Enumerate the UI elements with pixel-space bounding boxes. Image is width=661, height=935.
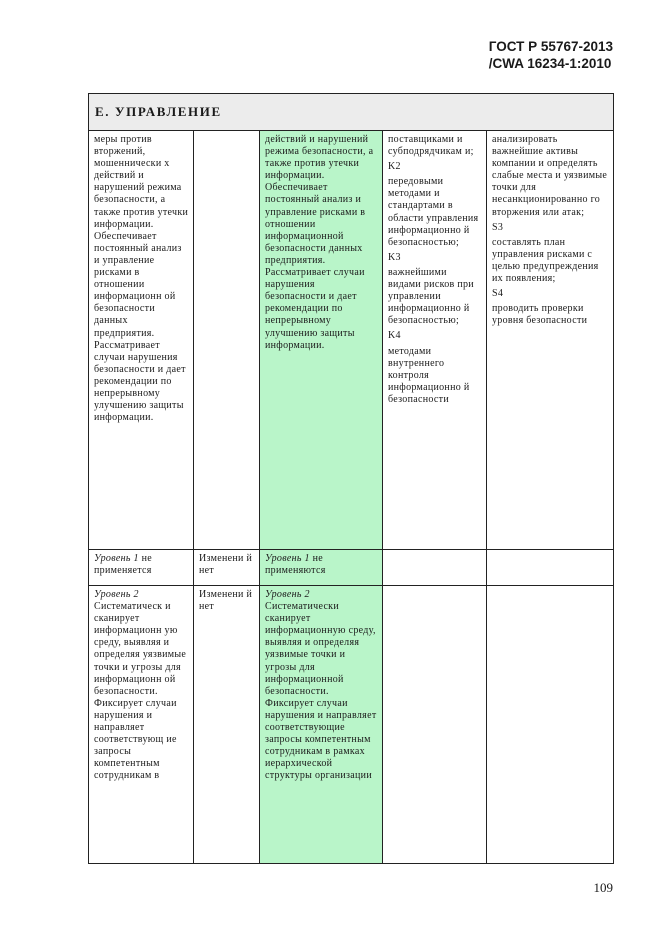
level-label: Уровень 2: [94, 589, 139, 600]
cell-skills: [487, 131, 614, 550]
cell-text: действий и нарушений режима безопасности, а также против утечки информации. Обеспечивает постоянный анализ и управление рисками в отношении информационной безопасности данных предприятия. Рассматривает случаи нарушения безопасности и дает рекомендации по непрерывному улучшению защиты информации.: [265, 134, 374, 351]
level-text: не применяются: [265, 553, 326, 577]
skills-code-s4: S4: [492, 288, 504, 300]
table-row: [89, 550, 614, 586]
document-header: [489, 38, 613, 72]
level-text: Систематическ и сканирует информационн ую среду, выявляя и определяя уязвимые точки и угрозы для информационн ой безопасности. Фиксирует случаи нарушения и направляет соответствующ ие запросы компетентным сотрудникам в: [94, 601, 187, 782]
section-title: Е. УПРАВЛЕНИЕ: [89, 94, 614, 131]
skills-intro: анализировать важнейшие активы компании и определять слабые места и уязвимые точки для несанкционированно го вторжения или атак;: [492, 134, 608, 218]
cell-dimension1: [89, 131, 194, 550]
standard-number: ГОСТ Р 55767-2013: [488, 39, 613, 54]
knowledge-text-k2: передовыми методами и стандартами в области управления информационно й безопасностью;: [388, 176, 479, 248]
knowledge-text-k3: важнейшими видами рисков при управлении информационно й безопасностью;: [388, 266, 474, 327]
cell-level1-highlight: [260, 550, 383, 586]
cell-changes: [194, 586, 260, 864]
knowledge-text-k4: методами внутреннего контроля информационно й безопасности: [388, 345, 470, 405]
cell-changes: [194, 131, 260, 550]
cell-dimension3-highlight: [260, 131, 383, 550]
cell-empty: [383, 586, 487, 864]
table-row: [89, 131, 614, 550]
cell-changes: [194, 550, 260, 586]
cell-empty: [487, 550, 614, 586]
knowledge-code-k2: K2: [388, 161, 401, 173]
section-header-row: [89, 94, 614, 131]
level-label: Уровень 1: [94, 553, 139, 564]
knowledge-code-k4: K4: [388, 330, 401, 342]
cell-text: меры против вторжений, мошеннически х действий и нарушений режима безопасности, а также против утечки информации. Обеспечивает постоянный анализ и управление рисками в отношении информационн ой безопасности данных предприятия. Рассматривает случаи нарушения безопасности и дает рекомендации по непрерывному улучшению защиты информации.: [94, 134, 189, 424]
level-label: Уровень 2: [265, 589, 310, 600]
skills-text-s4: проводить проверки уровня безопасности: [492, 303, 588, 327]
level-text: Систематически сканирует информационную среду, выявляя и определяя уязвимые точки и угрозы для информационной безопасности. Фиксирует случаи нарушения и направляет соответствующие запросы компетентным сотрудникам в рамках иерархической структуры организации: [265, 601, 377, 782]
competence-table: [88, 93, 614, 864]
level-label: Уровень 1: [265, 553, 310, 564]
knowledge-intro: поставщиками и субподрядчикам и;: [388, 134, 474, 158]
skills-text-s3: составлять план управления рисками с целью предупреждения их появления;: [492, 236, 599, 285]
knowledge-code-k3: K3: [388, 251, 401, 263]
cell-text: Изменени й нет: [199, 589, 253, 613]
cell-level1: [89, 550, 194, 586]
cell-level2-highlight: [260, 586, 383, 864]
cell-empty: [487, 586, 614, 864]
level-text: не применяется: [94, 553, 153, 577]
page-number: 109: [593, 880, 613, 895]
cell-level2: [89, 586, 194, 864]
cell-knowledge: [383, 131, 487, 550]
cell-text: Изменени й нет: [199, 553, 253, 577]
skills-code-s3: S3: [492, 221, 504, 233]
cell-empty: [383, 550, 487, 586]
standard-cwa-number: /CWA 16234-1:2010: [488, 56, 612, 71]
table-row: [89, 586, 614, 864]
